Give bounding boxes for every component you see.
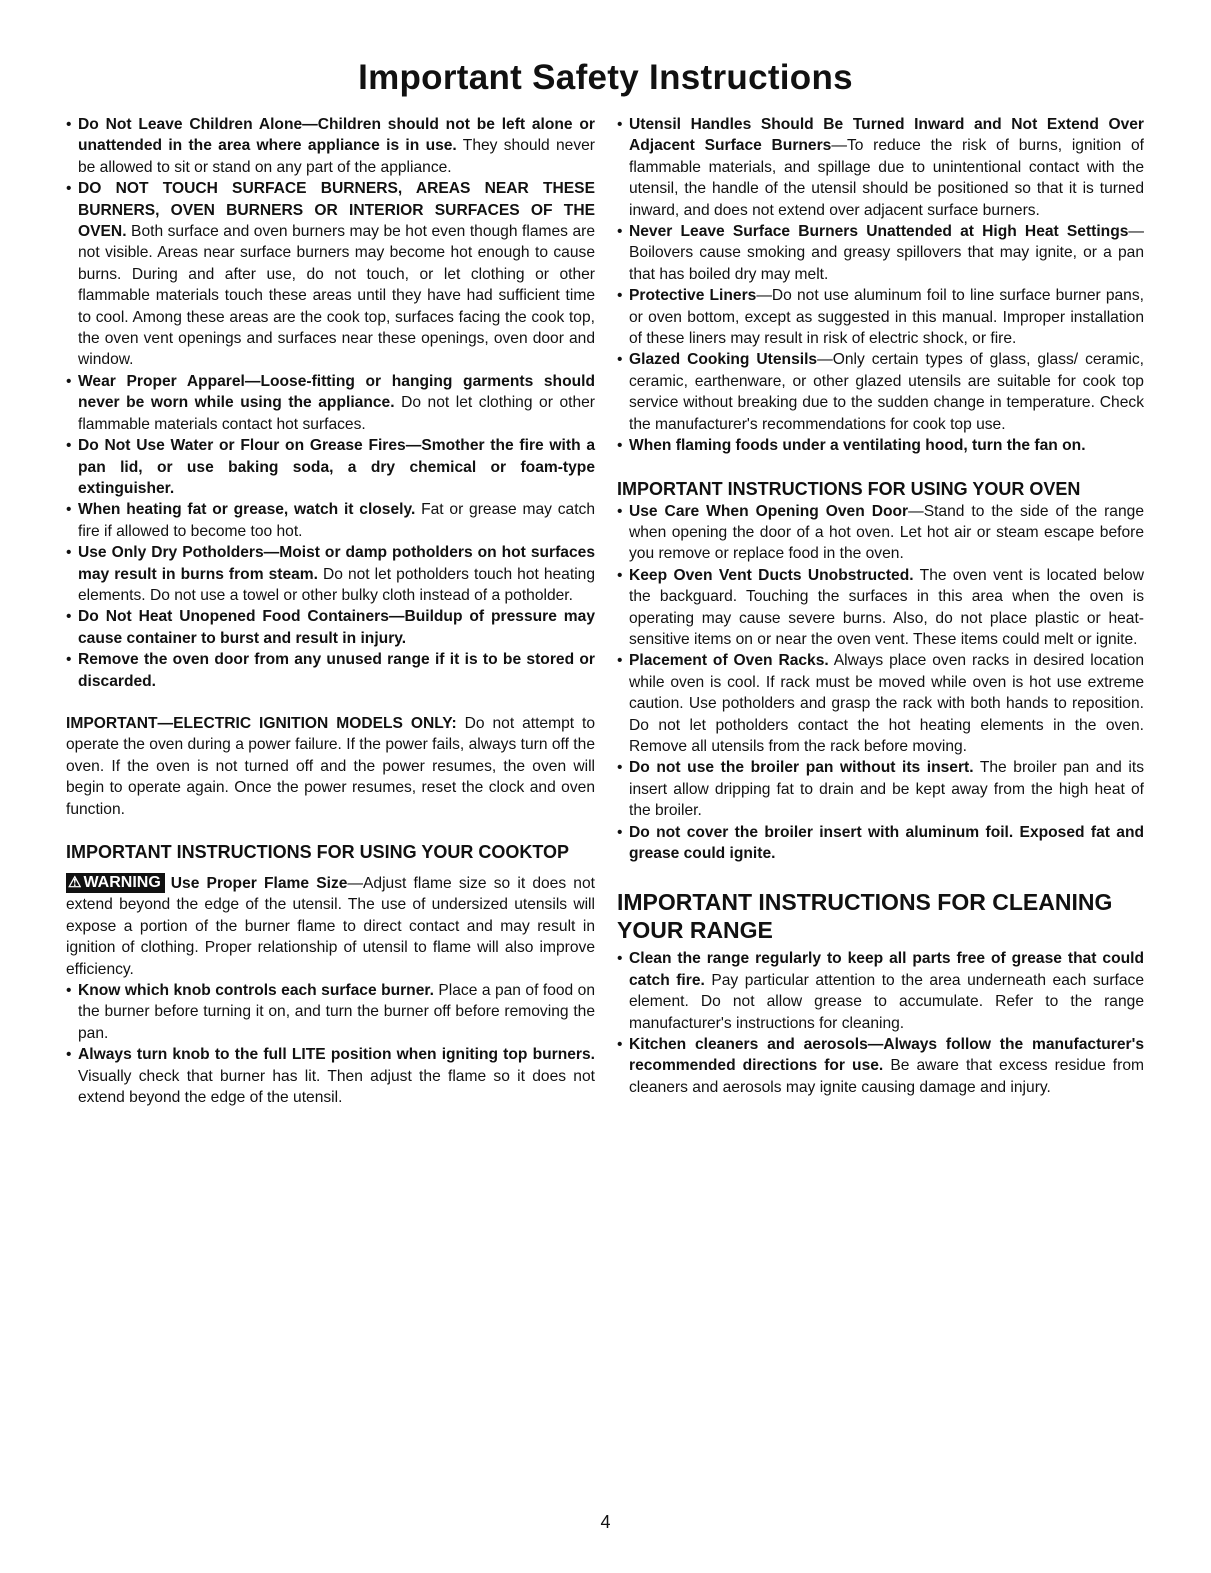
bullet-icon: • xyxy=(66,116,72,133)
bullet-icon: • xyxy=(66,608,72,626)
list-item xyxy=(617,650,1144,757)
electric-ignition-heading: IMPORTANT—ELECTRIC IGNITION MODELS ONLY: xyxy=(66,714,457,732)
item-text: The broiler pan and its insert allow dripping fat to drain and be kept away from the high heat of the broiler. xyxy=(629,759,1144,820)
item-text: Do not let clothing or other flammable materials contact hot surfaces. xyxy=(78,394,596,433)
bullet-icon: • xyxy=(66,982,72,1000)
item-bold-text: Know which knob controls each surface burner. xyxy=(78,982,434,1000)
list-item xyxy=(617,822,1144,865)
bullet-icon: • xyxy=(66,372,72,390)
list-item xyxy=(617,948,1144,1034)
bullet-icon: • xyxy=(617,223,623,241)
warning-badge xyxy=(66,873,165,893)
item-text: They should never be allowed to sit or stand on any part of the appliance. xyxy=(78,137,596,176)
warning-label: WARNING xyxy=(83,874,161,891)
right-column xyxy=(617,114,1144,1098)
item-text: Place a pan of food on the burner before turning it on, and turn the burner off before removing the pan. xyxy=(78,982,595,1042)
cleaning-list xyxy=(617,948,1144,1098)
item-bold-text: Placement of Oven Racks. xyxy=(629,652,829,670)
item-bold-text: Wear Proper Apparel—Loose-fitting or hanging garments should never be worn while using the appliance. xyxy=(78,372,595,412)
page-number: 4 xyxy=(600,1512,611,1532)
item-bold-text: When heating fat or grease, watch it closely. xyxy=(78,501,416,519)
item-bold-text: When flaming foods under a ventilating hood, turn the fan on. xyxy=(629,437,1086,455)
item-bold-text: Do Not Leave Children Alone—Children should not be left alone or unattended in the area where appliance is in use. xyxy=(78,116,595,155)
cooktop-section-heading: IMPORTANT INSTRUCTIONS FOR USING YOUR COOKTOP xyxy=(66,842,570,862)
list-item xyxy=(66,114,595,178)
list-item xyxy=(617,1034,1144,1098)
electric-ignition-note xyxy=(66,713,595,820)
bullet-icon: • xyxy=(617,823,623,841)
list-item xyxy=(617,501,1144,565)
item-text: —Stand to the side of the range when opening the door of a hot oven. Let hot air or steam escape before you remove or replace food in the oven. xyxy=(629,502,1144,563)
item-text: —Only certain types of glass, glass/ ceramic, ceramic, earthenware, or other glazed utensils are suitable for cook top service without breaking due to the sudden change in temperature. Check the manufacturer's recommendations for cook top use. xyxy=(629,351,1145,433)
item-text: Do not let potholders touch hot heating elements. Do not use a towel or other bulky cloth instead of a potholder. xyxy=(78,565,595,604)
oven-section-heading: IMPORTANT INSTRUCTIONS FOR USING YOUR OVEN xyxy=(617,478,1081,499)
list-item xyxy=(66,178,595,371)
oven-list xyxy=(617,501,1144,865)
warning-paragraph xyxy=(66,873,595,980)
item-text: Pay particular attention to the area underneath each surface element. Do not allow grease to accumulate. Refer to the range manufacturer's instructions for cleaning. xyxy=(629,971,1144,1032)
list-item xyxy=(617,565,1144,651)
list-item xyxy=(617,285,1144,349)
general-safety-list xyxy=(66,114,595,692)
bullet-icon: • xyxy=(66,1046,72,1064)
item-text: —Do not use aluminum foil to line surface burner pans, or oven bottom, except as suggested in this manual. Improper installation of these liners may result in risk of electric shock, or fire. xyxy=(629,287,1144,348)
bullet-icon: • xyxy=(617,287,623,305)
item-bold-text: Always turn knob to the full LITE position when igniting top burners. xyxy=(78,1046,595,1064)
page-title: Important Safety Instructions xyxy=(358,58,853,97)
bullet-icon: • xyxy=(617,950,623,968)
list-item xyxy=(66,606,595,649)
warning-bold-text: Use Proper Flame Size xyxy=(170,875,348,892)
list-item xyxy=(66,1044,595,1108)
item-bold-text: Use Only Dry Potholders—Moist or damp potholders on hot surfaces may result in burns from steam. xyxy=(78,544,595,583)
bullet-icon: • xyxy=(617,566,623,584)
item-bold-text: Glazed Cooking Utensils xyxy=(629,351,818,369)
bullet-icon: • xyxy=(66,437,72,455)
item-bold-text: Use Care When Opening Oven Door xyxy=(629,502,909,520)
item-bold-text: Do Not Heat Unopened Food Containers—Buildup of pressure may cause container to burst and result in injury. xyxy=(78,608,595,647)
item-text: —Boilovers cause smoking and greasy spillovers that may ignite, or a pan that has boiled dry may melt. xyxy=(629,223,1144,283)
list-item xyxy=(66,499,595,542)
item-bold-text: Do not use the broiler pan without its insert. xyxy=(629,759,974,777)
item-text: The oven vent is located below the backguard. Touching the surfaces in this area when the oven is operating may cause severe burns. Also, do not place plastic or heat-sensitive items on or near the oven vent. These items could melt or ignite. xyxy=(629,566,1144,648)
warning-text: —Adjust flame size so it does not extend beyond the edge of the utensil. The use of undersized utensils will expose a portion of the burner flame to direct contact and may result in ignition of clothing. Proper relationship of utensil to flame will also improve efficiency. xyxy=(66,875,595,978)
surface-burner-list xyxy=(617,114,1144,457)
bullet-icon: • xyxy=(617,351,623,369)
electric-ignition-text: Do not attempt to operate the oven during a power failure. If the power fails, always turn off the oven. If the oven is not turned off and the power resumes, the oven will begin to operate again. Once the power resumes, reset the clock and oven function. xyxy=(66,714,595,818)
item-text: Visually check that burner has lit. Then adjust the flame so it does not extend beyond the edge of the utensil. xyxy=(78,1067,595,1107)
list-item xyxy=(66,980,595,1044)
list-item xyxy=(617,221,1144,285)
bullet-icon: • xyxy=(66,651,72,669)
bullet-icon: • xyxy=(617,116,623,133)
bullet-icon: • xyxy=(66,544,72,562)
list-item xyxy=(617,349,1144,435)
item-bold-text: Clean the range regularly to keep all parts free of grease that could catch fire. xyxy=(629,950,1144,989)
cleaning-section-heading: IMPORTANT INSTRUCTIONS FOR CLEANING YOUR RANGE xyxy=(617,889,1113,944)
item-text: —To reduce the risk of burns, ignition of flammable materials, and spillage due to unintentional contact with the utensil, the handle of the utensil should be positioned so that it is turned inward, and does not extend over adjacent surface burners. xyxy=(629,137,1144,219)
item-bold-text: Never Leave Surface Burners Unattended at High Heat Settings xyxy=(629,223,1129,241)
item-bold-text: Utensil Handles Should Be Turned Inward and Not Extend Over Adjacent Surface Burners xyxy=(629,116,1144,155)
bullet-icon: • xyxy=(66,180,72,198)
item-text: Be aware that excess residue from cleaners and aerosols may ignite causing damage and injury. xyxy=(629,1057,1144,1096)
list-item xyxy=(66,649,595,692)
left-column xyxy=(66,114,595,1108)
warning-triangle-icon: ⚠ xyxy=(68,874,82,891)
bullet-icon: • xyxy=(617,437,623,455)
item-bold-text: Remove the oven door from any unused range if it is to be stored or discarded. xyxy=(78,651,595,690)
item-text: Always place oven racks in desired location while oven is cool. If rack must be moved while oven is hot use extreme caution. Use potholders and grasp the rack with both hands to reposition. Do not let potholders contact the hot heating elements in the oven. Remove all utensils from the rack before moving. xyxy=(629,652,1144,755)
item-text: Both surface and oven burners may be hot even though flames are not visible. Areas near surface burners may become hot enough to cause burns. During and after use, do not touch, or let clothing or other flammable materials touch these areas until they have had sufficient time to cool. Among these areas are the cook top, surfaces facing the cook top, the oven vent openings and surfaces near these openings, oven door and window. xyxy=(78,223,595,369)
bullet-icon: • xyxy=(617,502,623,520)
list-item xyxy=(66,371,595,435)
bullet-icon: • xyxy=(66,501,72,519)
cooktop-list xyxy=(66,980,595,1108)
list-item xyxy=(617,757,1144,821)
list-item xyxy=(66,435,595,499)
bullet-icon: • xyxy=(617,652,623,670)
list-item xyxy=(617,435,1144,456)
item-bold-text: Kitchen cleaners and aerosols—Always follow the manufacturer's recommended directions for use. xyxy=(629,1036,1144,1075)
item-text: Fat or grease may catch fire if allowed to become too hot. xyxy=(78,501,595,540)
item-bold-text: Keep Oven Vent Ducts Unobstructed. xyxy=(629,566,914,584)
item-bold-text: Do not cover the broiler insert with aluminum foil. Exposed fat and grease could ignite. xyxy=(629,823,1144,862)
bullet-icon: • xyxy=(617,1036,623,1054)
list-item xyxy=(617,114,1144,221)
list-item xyxy=(66,542,595,606)
bullet-icon: • xyxy=(617,759,623,777)
item-bold-text: Do Not Use Water or Flour on Grease Fires—Smother the fire with a pan lid, or use baking soda, a dry chemical or foam-type extinguisher. xyxy=(78,437,595,497)
item-bold-text: Protective Liners xyxy=(629,287,757,305)
item-bold-text: DO NOT TOUCH SURFACE BURNERS, AREAS NEAR THESE BURNERS, OVEN BURNERS OR INTERIOR SURFACES OF THE OVEN. xyxy=(78,180,595,241)
